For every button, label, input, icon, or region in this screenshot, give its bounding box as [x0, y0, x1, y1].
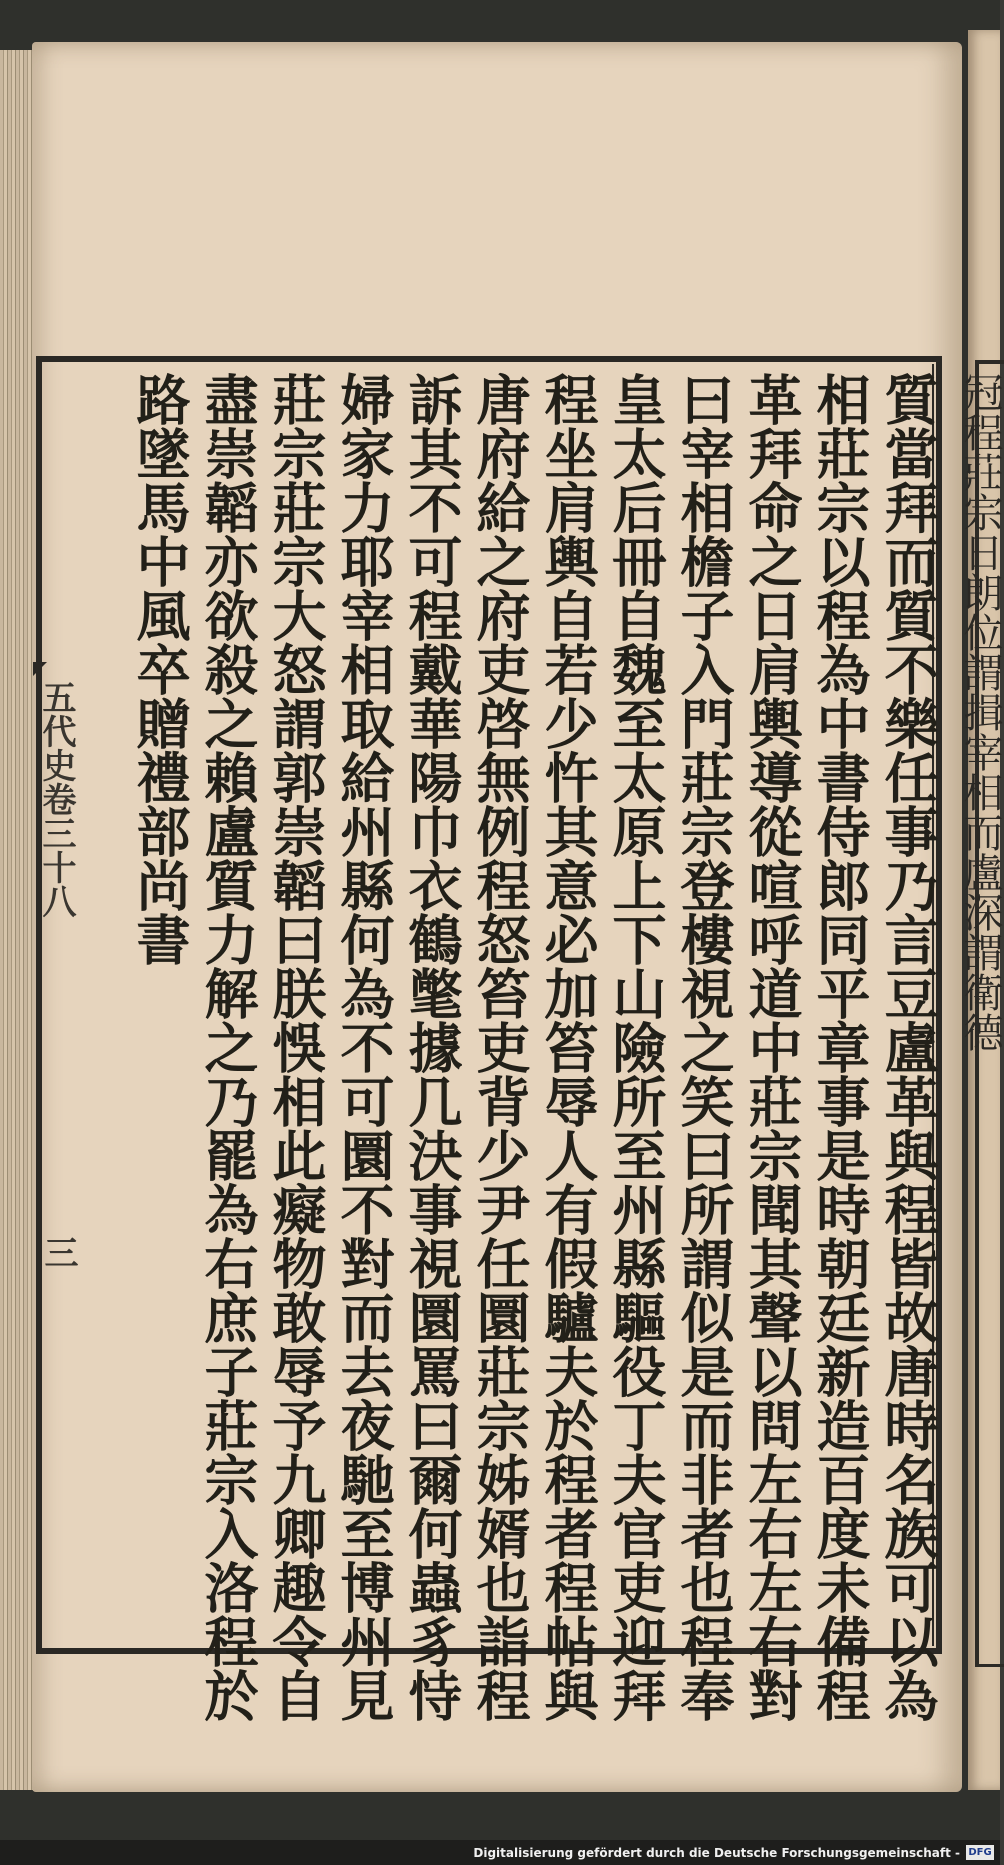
text-column-10: 莊宗莊宗大怒謂郭崇韜曰朕悞相此癡物敢辱予九卿趣令自	[264, 372, 328, 1722]
banxin-page-number: 三	[38, 1235, 78, 1269]
text-column-2: 相莊宗以程為中書侍郎同平章事是時朝廷新造百度未備程	[808, 372, 872, 1722]
text-column-8: 訴其不可程戴華陽巾衣鶴氅據几決事視圜罵曰爾何蟲豸恃	[400, 372, 464, 1722]
text-column-6: 程坐肩輿自若少忤其意必加笞辱人有假驢夫於程者程帖與	[536, 372, 600, 1722]
banxin-title: 五代史卷三十八	[36, 680, 76, 918]
fishtail-mark	[33, 662, 47, 676]
dfg-logo: DFG	[966, 1845, 994, 1860]
footer-credit: Digitalisierung gefördert durch die Deutsche Forschungsgemeinschaft -	[473, 1846, 960, 1860]
text-block	[60, 372, 940, 1722]
text-column-12: 路墜馬中風卒贈禮部尚書	[128, 372, 192, 966]
text-column-7: 唐府給之府吏啓無例程怒笞吏背少尹任圜莊宗姊婿也詣程	[468, 372, 532, 1722]
text-column-1: 質當拜而質不樂任事乃言豆盧革與程皆故唐時名族可以為	[876, 372, 940, 1722]
next-page-text	[982, 372, 1000, 1642]
text-column-3: 革拜命之日肩輿導從喧呼道中莊宗聞其聲以問左右左右對	[740, 372, 804, 1722]
text-column-5: 皇太后冊自魏至太原上下山險所至州縣驅役丁夫官吏迎拜	[604, 372, 668, 1722]
text-column-9: 婦家力耶宰相取給州縣何為不可圜不對而去夜馳至博州見	[332, 372, 396, 1722]
text-column-4: 曰宰相檐子入門莊宗登樓視之笑曰所謂似是而非者也程奉	[672, 372, 736, 1722]
text-column-11: 盡崇韜亦欲殺之賴盧質力解之乃罷為右庶子莊宗入洛程於	[196, 372, 260, 1722]
